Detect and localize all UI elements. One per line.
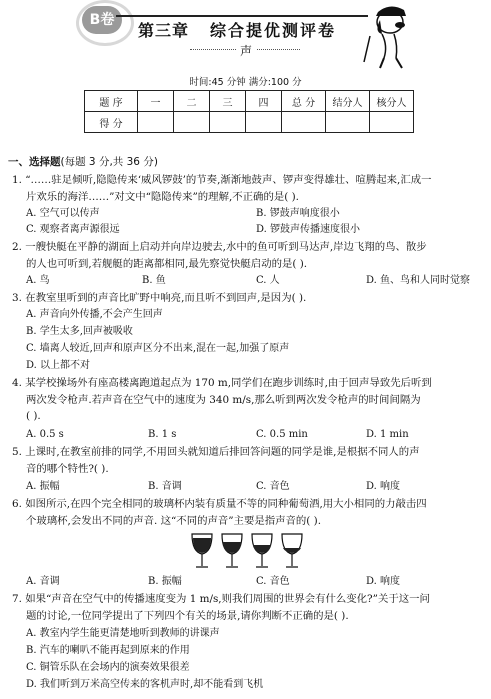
question-1 [12, 172, 482, 205]
question-cont: 音的哪个特性?( ). [26, 462, 109, 475]
option-a[interactable]: A. 音调 [26, 576, 60, 587]
question-7 [12, 591, 482, 624]
question-stem: 4. 某学校操场外有座高楼离跑道起点为 170 m,同学们在跑步训练时,由于回声导致先后听到 [12, 377, 432, 389]
table-cell: 三 [210, 91, 246, 112]
subject-label: 声 [236, 42, 256, 59]
time-info: 时间:45 分钟 满分:100 分 [189, 77, 302, 88]
option-b[interactable]: B. 鱼 [142, 275, 166, 286]
option-b[interactable]: B. 1 s [148, 429, 177, 440]
badge-icon: B卷 [82, 6, 122, 34]
score-input-cell[interactable] [138, 112, 174, 133]
question-cont: 两次发令枪声.若声音在空气中的速度为 340 m/s,那么听到两次发令枪声的时间间隔为 [26, 393, 421, 406]
question-cont: 的人也可听到,若舰艇的距离都相同,最先察觉快艇启动的是( ). [26, 257, 308, 270]
question-6 [12, 496, 482, 529]
option-d[interactable]: D. 以上都不对 [26, 360, 91, 371]
question-stem: 7. 如果“声音在空气中的传播速度变为 1 m/s,则我们周围的世界会有什么变化?”关于这一问 [12, 593, 430, 605]
option-c[interactable]: C. 音色 [256, 481, 290, 492]
option-d[interactable]: D. 响度 [366, 481, 401, 492]
option-c[interactable]: C. 人 [256, 275, 280, 286]
question-stem: 6. 如图所示,在四个完全相同的玻璃杯内装有质量不等的同种葡萄酒,用大小相同的力敲击四 [12, 498, 427, 510]
option-c[interactable]: C. 0.5 min [256, 429, 308, 440]
question-stem: 2. 一艘快艇在平静的湖面上启动并向岸边驶去,水中的鱼可听到马达声,岸边飞翔的鸟、散步 [12, 241, 427, 253]
section-title [8, 154, 158, 169]
score-input-cell[interactable] [370, 112, 414, 133]
score-input-cell[interactable] [282, 112, 326, 133]
score-input-cell[interactable] [174, 112, 210, 133]
score-input-cell[interactable] [210, 112, 246, 133]
table-row [85, 112, 414, 133]
score-input-cell[interactable] [326, 112, 370, 133]
option-d[interactable]: D. 锣鼓声传播速度很小 [256, 224, 361, 235]
option-c[interactable]: C. 观察者离声源很远 [26, 224, 120, 235]
option-d[interactable]: D. 1 min [366, 429, 409, 440]
option-d[interactable]: D. 我们听到万米高空传来的客机声时,却不能看到飞机 [26, 679, 264, 690]
question-5 [12, 444, 482, 477]
question-4 [12, 375, 482, 425]
question-cont: ( ). [26, 410, 41, 422]
option-b[interactable]: B. 汽车的喇叭不能再起到原来的作用 [26, 645, 190, 656]
option-a[interactable]: A. 0.5 s [26, 429, 64, 440]
question-cont: 片欢乐的海洋……”对文中“隐隐传来”的理解,不正确的是( ). [26, 190, 299, 203]
table-cell: 核分人 [370, 91, 414, 112]
option-a[interactable]: A. 空气可以传声 [26, 208, 100, 219]
table-row [85, 91, 414, 112]
wine-glasses-figure [186, 532, 306, 570]
question-3 [12, 290, 482, 307]
option-d[interactable]: D. 鱼、鸟和人同时觉察 [366, 275, 471, 286]
score-table [84, 90, 414, 133]
option-a[interactable]: A. 声音向外传播,不会产生回声 [26, 309, 163, 320]
page-title: 综合提优测评卷 [210, 21, 337, 40]
table-cell: 得 分 [85, 112, 138, 133]
header [0, 0, 491, 90]
table-cell: 二 [174, 91, 210, 112]
table-cell: 结分人 [326, 91, 370, 112]
table-cell: 总 分 [282, 91, 326, 112]
section-note: (每题 3 分,共 36 分) [60, 156, 158, 168]
option-b[interactable]: B. 音调 [148, 481, 182, 492]
question-2 [12, 239, 482, 272]
question-stem: 1. “……驻足倾听,隐隐传来‘威风锣鼓’的节奏,渐渐地鼓声、锣声变得雄壮、喧腾起来,汇成一 [12, 174, 432, 186]
option-b[interactable]: B. 学生太多,回声被吸收 [26, 326, 133, 337]
question-cont: 题的讨论,一位同学提出了下列四个有关的场景,请你判断不正确的是( ). [26, 609, 349, 622]
option-c[interactable]: C. 墙离人较近,回声和原声区分不出来,混在一起,加强了原声 [26, 343, 290, 354]
option-a[interactable]: A. 鸟 [26, 275, 50, 286]
snoopy-mascot-icon [360, 2, 420, 72]
table-cell: 题 序 [85, 91, 138, 112]
option-a[interactable]: A. 教室内学生能更清楚地听到教师的讲课声 [26, 628, 220, 639]
option-b[interactable]: B. 锣鼓声响度很小 [256, 208, 340, 219]
question-stem: 5. 上课时,在教室前排的同学,不用回头就知道后排回答问题的同学是谁,是根据不同人的声 [12, 446, 420, 458]
option-c[interactable]: C. 音色 [256, 576, 290, 587]
chapter-label: 第三章 [138, 21, 190, 40]
option-a[interactable]: A. 振幅 [26, 481, 60, 492]
score-input-cell[interactable] [246, 112, 282, 133]
option-c[interactable]: C. 铜管乐队在会场内的演奏效果很差 [26, 662, 190, 673]
section-name: 一、选择题 [8, 156, 61, 168]
table-cell: 四 [246, 91, 282, 112]
option-b[interactable]: B. 振幅 [148, 576, 182, 587]
question-cont: 个玻璃杯,会发出不同的声音. 这“不同的声音”主要是指声音的( ). [26, 514, 322, 527]
question-stem: 3. 在教室里听到的声音比旷野中响亮,而且听不到回声,是因为( ). [12, 292, 307, 304]
option-d[interactable]: D. 响度 [366, 576, 401, 587]
table-cell: 一 [138, 91, 174, 112]
